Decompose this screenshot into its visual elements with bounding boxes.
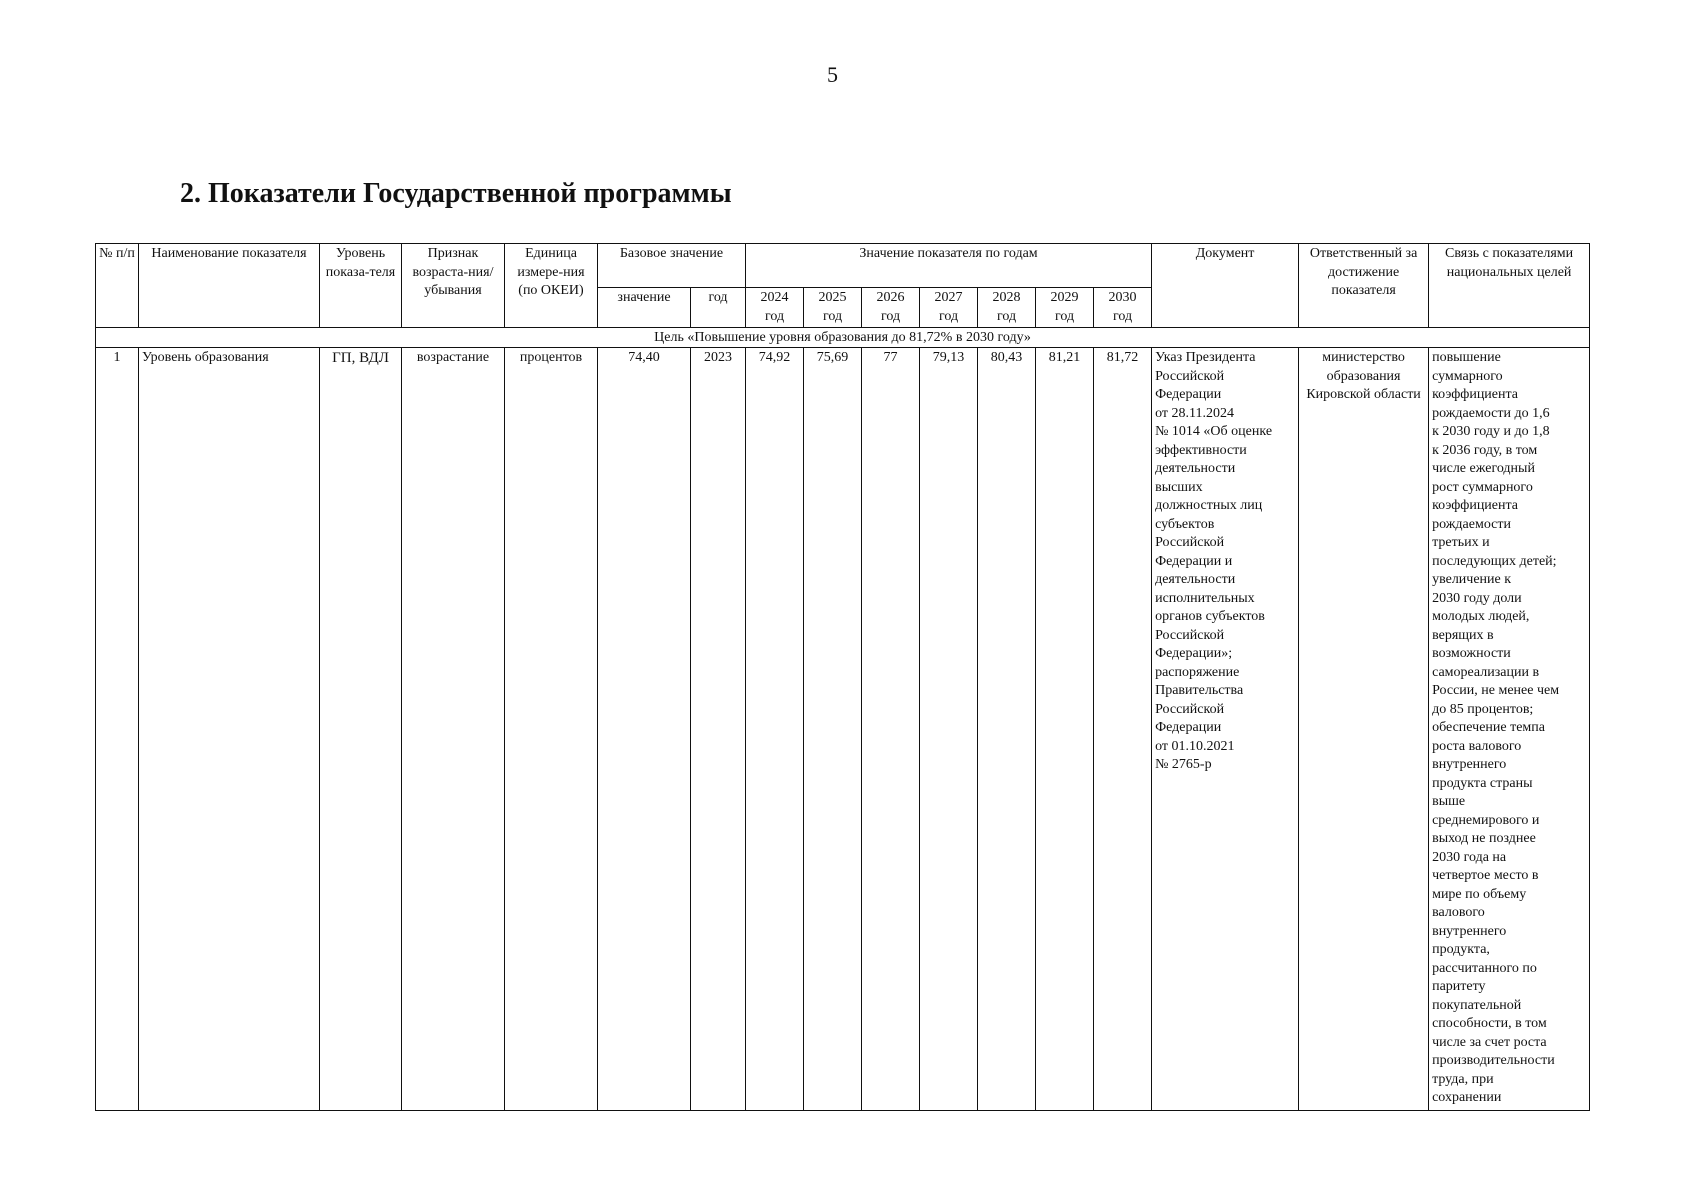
- year-word: год: [1054, 308, 1075, 324]
- link-line: молодых людей,: [1432, 609, 1530, 624]
- header-year-2024: [746, 288, 804, 328]
- link-line: внутреннего: [1432, 757, 1507, 772]
- link-line: верящих в: [1432, 627, 1494, 643]
- link-line: рост суммарного: [1432, 479, 1533, 495]
- year-word: год: [880, 308, 901, 324]
- row-value-2028: 80,43: [978, 348, 1036, 1111]
- document-line: от 28.11.2024: [1155, 405, 1234, 421]
- row-trend: возрастание: [402, 348, 505, 1111]
- header-level: Уровень показа-теля: [320, 244, 402, 328]
- link-line: до 85 процентов;: [1432, 701, 1534, 717]
- link-line: возможности: [1432, 646, 1511, 661]
- year-number: 2026: [876, 290, 905, 305]
- link-line: способности, в том: [1432, 1016, 1547, 1031]
- link-line: 2030 году доли: [1432, 590, 1522, 606]
- row-responsible: министерство образования Кировской области: [1299, 348, 1429, 1111]
- year-word: год: [822, 308, 843, 324]
- link-line: увеличение к: [1432, 572, 1512, 587]
- header-year-2027: [920, 288, 978, 328]
- header-unit: Единица измере-ния (по ОКЕИ): [505, 244, 598, 328]
- row-national-goals-link: [1429, 348, 1590, 1111]
- link-line: паритету: [1432, 979, 1486, 994]
- link-line: к 2030 году и до 1,8: [1432, 424, 1550, 439]
- section-title: 2. Показатели Государственной программы: [180, 178, 732, 209]
- link-line: четвертое место в: [1432, 868, 1539, 883]
- header-trend: Признак возраста-ния/ убывания: [402, 244, 505, 328]
- link-line: последующих детей;: [1432, 553, 1557, 569]
- document-line: Федерации»;: [1155, 646, 1233, 661]
- row-level: ГП, ВДЛ: [320, 348, 402, 1111]
- row-base-year: 2023: [691, 348, 746, 1111]
- document-line: № 1014 «Об оценке: [1155, 424, 1273, 439]
- header-responsible: Ответственный за достижение показателя: [1299, 244, 1429, 328]
- document-line: эффективности: [1155, 442, 1247, 458]
- link-line: самореализации в: [1432, 664, 1540, 680]
- link-line: рассчитанного по: [1432, 960, 1537, 976]
- document-line: Федерации: [1155, 720, 1222, 735]
- indicators-table: [95, 243, 1590, 1111]
- table-row: [96, 348, 1590, 1111]
- row-document: [1152, 348, 1299, 1111]
- header-num: № п/п: [96, 244, 139, 328]
- document-line: № 2765-р: [1155, 757, 1212, 772]
- document-line: от 01.10.2021: [1155, 738, 1235, 754]
- document-line: должностных лиц: [1155, 498, 1263, 513]
- link-line: труда, при: [1432, 1071, 1494, 1087]
- header-year-2025: [804, 288, 862, 328]
- year-word: год: [1112, 308, 1133, 324]
- year-word: год: [938, 308, 959, 324]
- year-number: 2027: [934, 290, 963, 305]
- goal-row: [96, 328, 1590, 348]
- row-unit: процентов: [505, 348, 598, 1111]
- document-line: деятельности: [1155, 572, 1236, 587]
- year-word: год: [996, 308, 1017, 324]
- link-line: числе ежегодный: [1432, 461, 1535, 476]
- row-value-2025: 75,69: [804, 348, 862, 1111]
- document-line: Российской: [1155, 535, 1225, 550]
- document-line: исполнительных: [1155, 590, 1255, 606]
- link-line: выход не позднее: [1432, 831, 1536, 846]
- link-line: среднемирового и: [1432, 812, 1540, 828]
- link-line: продукта,: [1432, 942, 1490, 957]
- document-line: Российской: [1155, 368, 1225, 384]
- row-num: 1: [96, 348, 139, 1111]
- header-by-years: Значение показателя по годам: [746, 244, 1152, 288]
- link-line: к 2036 году, в том: [1432, 442, 1538, 458]
- link-line: мире по объему: [1432, 886, 1527, 902]
- header-year-2030: [1094, 288, 1152, 328]
- header-year-2028: [978, 288, 1036, 328]
- year-number: 2030: [1108, 290, 1137, 305]
- link-line: рождаемости: [1432, 516, 1511, 532]
- link-line: рождаемости до 1,6: [1432, 405, 1550, 421]
- link-line: валового: [1432, 905, 1485, 920]
- row-value-2029: 81,21: [1036, 348, 1094, 1111]
- link-line: производительности: [1432, 1053, 1555, 1068]
- link-line: третьих и: [1432, 535, 1490, 550]
- link-line: коэффициента: [1432, 387, 1519, 402]
- document-line: распоряжение: [1155, 664, 1240, 680]
- link-line: продукта страны: [1432, 775, 1533, 791]
- header-base-value: значение: [598, 288, 691, 328]
- link-line: 2030 года на: [1432, 849, 1507, 865]
- row-value-2027: 79,13: [920, 348, 978, 1111]
- link-line: числе за счет роста: [1432, 1034, 1547, 1050]
- header-document: Документ: [1152, 244, 1299, 328]
- link-line: суммарного: [1432, 368, 1503, 384]
- document-line: деятельности: [1155, 461, 1236, 476]
- row-value-2024: 74,92: [746, 348, 804, 1111]
- link-line: коэффициента: [1432, 498, 1519, 513]
- link-line: обеспечение темпа: [1432, 720, 1546, 735]
- link-line: выше: [1432, 794, 1466, 809]
- year-number: 2029: [1050, 290, 1079, 305]
- link-line: сохранении: [1432, 1090, 1502, 1105]
- row-base-value: 74,40: [598, 348, 691, 1111]
- link-line: покупательной: [1432, 997, 1522, 1013]
- document-line: Российской: [1155, 701, 1225, 717]
- document-line: субъектов: [1155, 516, 1215, 532]
- header-row-1: [96, 244, 1590, 288]
- link-line: внутреннего: [1432, 923, 1507, 939]
- year-word: год: [764, 308, 785, 324]
- document-line: Российской: [1155, 627, 1225, 643]
- link-line: роста валового: [1432, 738, 1522, 754]
- year-number: 2025: [818, 290, 847, 305]
- header-base-year: год: [691, 288, 746, 328]
- header-name: Наименование показателя: [139, 244, 320, 328]
- document-line: Правительства: [1155, 683, 1244, 698]
- link-line: России, не менее чем: [1432, 683, 1560, 698]
- year-number: 2024: [760, 290, 789, 305]
- header-base: Базовое значение: [598, 244, 746, 288]
- document-line: Федерации и: [1155, 553, 1233, 569]
- row-value-2030: 81,72: [1094, 348, 1152, 1111]
- header-year-2026: [862, 288, 920, 328]
- page-number: 5: [827, 62, 838, 87]
- document-line: органов субъектов: [1155, 609, 1265, 624]
- row-name: Уровень образования: [139, 348, 320, 1111]
- document-line: Указ Президента: [1155, 350, 1256, 365]
- year-number: 2028: [992, 290, 1021, 305]
- goal-text: Цель «Повышение уровня образования до 81,72% в 2030 году»: [96, 328, 1590, 348]
- header-year-2029: [1036, 288, 1094, 328]
- document-line: высших: [1155, 479, 1203, 495]
- row-value-2026: 77: [862, 348, 920, 1111]
- link-line: повышение: [1432, 350, 1501, 365]
- document-line: Федерации: [1155, 387, 1222, 402]
- header-link: Связь с показателями национальных целей: [1429, 244, 1590, 328]
